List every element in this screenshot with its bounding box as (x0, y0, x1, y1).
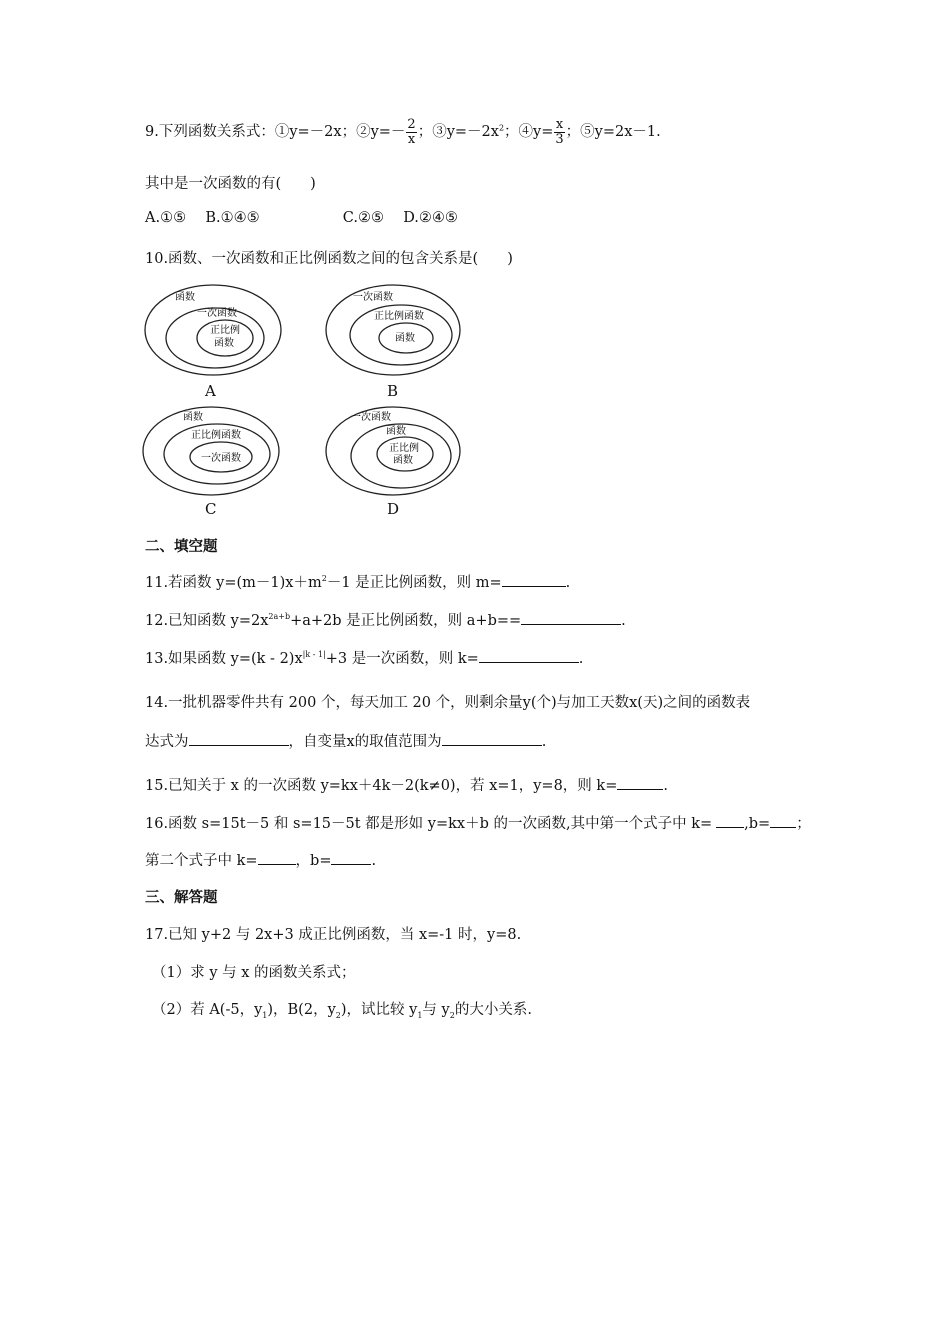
diagram-c-label: C (205, 500, 217, 518)
q12: 12.已知函数 $y=2x^{2a+b}+a+2b$ 是正比例函数，则 a+b== . (145, 612, 626, 629)
venn-diagram-c (141, 404, 281, 504)
diagram-b-middle-label: 正比例函数 (374, 311, 424, 322)
q16-b1-blank[interactable] (770, 815, 796, 828)
q13: 13.如果函数 $y=(k - 2)x^{|k - 1|}+3$ 是一次函数，则 k= . (145, 650, 584, 667)
q14-line2: 达式为 ，自变量x的取值范围为 . (145, 734, 547, 750)
diagram-b-outer-label: 一次函数 (353, 292, 393, 303)
venn-diagram-a (143, 283, 283, 383)
fraction-x-over-3: $\frac{x}{3}$ (555, 117, 564, 147)
diagram-d-label: D (387, 500, 400, 518)
diagram-a-inner-label-2: 函数 (214, 338, 234, 349)
venn-diagram-b (323, 283, 463, 383)
q16-k1-blank[interactable] (716, 815, 744, 828)
q9-line1: 9.下列函数关系式：①y=－2x；②y=－ $\frac{2}{x}$ ；$③y=-2x^2$；④y= $\frac{x}{3}$ ；⑤y=2x－1. (145, 117, 661, 147)
q17-text: 17.已知 y+2 与 2x+3 成正比例函数，当 x=-1 时，y=8. (145, 927, 522, 943)
section-fill-in-heading: 二、填空题 (145, 539, 218, 555)
q15: 15.已知关于 x 的一次函数 y=kx＋4k－2(k≠0)，若 x=1，y=8，则 k= . (145, 778, 668, 794)
q13-answer-blank[interactable] (479, 650, 579, 663)
q15-answer-blank[interactable] (617, 777, 663, 790)
q16-line1: 16.函数 s=15t－5 和 s=15－5t 都是形如 y=kx＋b 的一次函数,其中第一个式子中 k= ,b= ； (145, 816, 811, 832)
diagram-a-outer-label: 函数 (175, 292, 195, 303)
section-solve-heading: 三、解答题 (145, 890, 218, 906)
q11-answer-blank[interactable] (502, 574, 566, 587)
option-d: D.②④⑤ (403, 210, 458, 226)
q16-k2-blank[interactable] (258, 852, 296, 865)
q16-line2: 第二个式子中 k= ，b= . (145, 853, 377, 869)
diagram-a-inner-label-1: 正比例 (210, 325, 240, 336)
diagram-b-label: B (387, 382, 399, 400)
diagram-c-inner-label: 一次函数 (201, 453, 241, 464)
option-b: B.①④⑤ (205, 210, 260, 226)
fraction-2-over-x: $\frac{2}{x}$ (407, 117, 416, 147)
diagram-d-inner-label-1: 正比例 (389, 443, 419, 454)
q14-line1: 14.一批机器零件共有 200 个，每天加工 20 个，则剩余量y(个)与加工天数x(天)之间的函数表 (145, 695, 751, 711)
diagram-a-middle-label: 一次函数 (197, 308, 237, 319)
q14-expression-blank[interactable] (189, 733, 289, 746)
q10-text: 10.函数、一次函数和正比例函数之间的包含关系是( ) (145, 251, 513, 267)
diagram-d-middle-label: 函数 (386, 426, 406, 437)
diagram-c-middle-label: 正比例函数 (191, 430, 241, 441)
q17-part1: （1）求 y 与 x 的函数关系式； (152, 965, 356, 981)
q11: 11.若函数 $y=(m-1)x+m^2-1$ 是正比例函数，则 m= . (145, 574, 571, 591)
q16-b2-blank[interactable] (331, 852, 371, 865)
q9-options (145, 210, 458, 226)
diagram-a-label: A (205, 382, 216, 400)
diagram-b-inner-label: 函数 (395, 333, 415, 344)
diagram-d-inner-label-2: 函数 (393, 455, 413, 466)
option-c: C.②⑤ (342, 210, 384, 226)
q14-range-blank[interactable] (442, 733, 542, 746)
diagram-d-outer-label: 一次函数 (351, 412, 391, 423)
q9-line2: 其中是一次函数的有( ) (145, 176, 316, 192)
q17-part2: （2）若 A(-5，$y_1$)，B(2，$y_2$)，试比较 $y_1$与 $y_2$的大小关系. (152, 1002, 532, 1020)
diagram-c-outer-label: 函数 (183, 412, 203, 423)
q12-answer-blank[interactable] (521, 612, 621, 625)
option-a: A.①⑤ (145, 210, 187, 226)
venn-diagram-d (323, 404, 463, 504)
